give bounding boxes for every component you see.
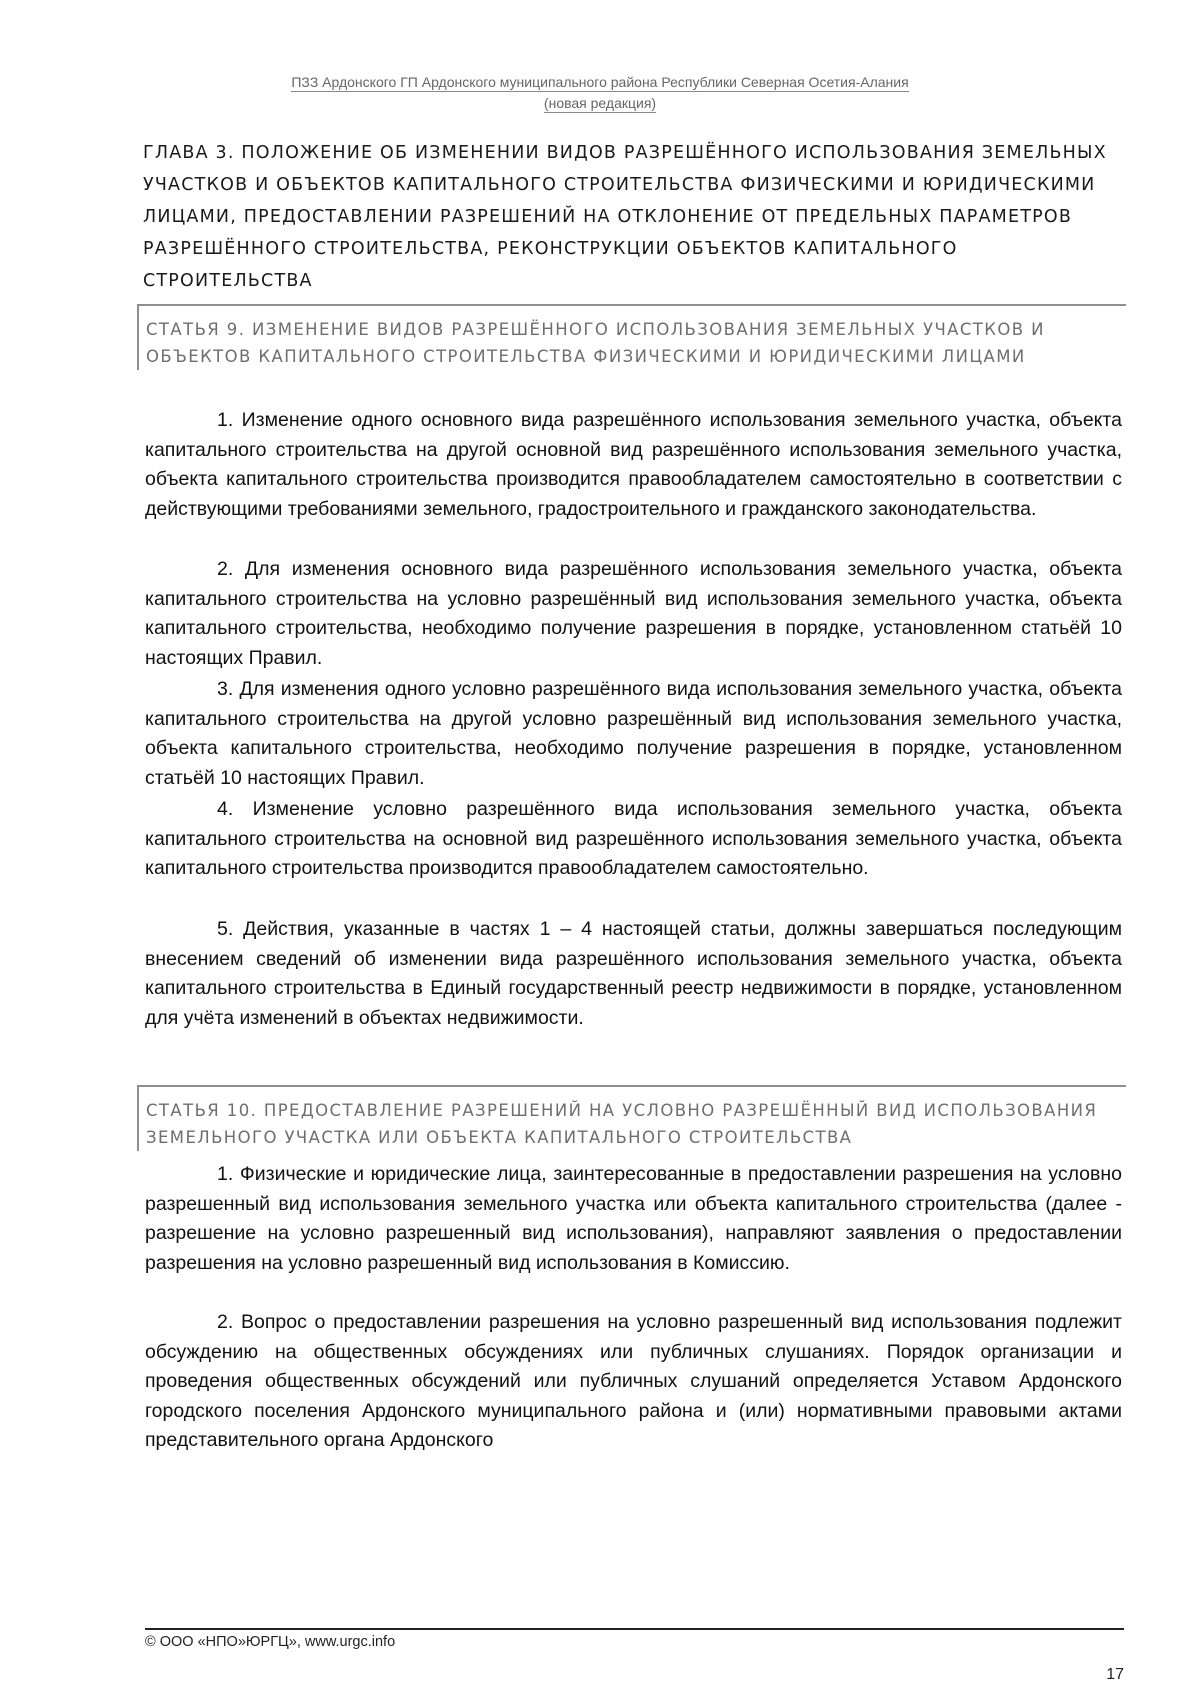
header-line-1: ПЗЗ Ардонского ГП Ардонского муниципального района Республики Северная Осетия-Алания <box>291 74 909 90</box>
article-9-paragraph-3: 3. Для изменения одного условно разрешённого вида использования земельного участка, объекта капитального строительства на другой условно разрешённый вид использования земельного участка, объекта капитального строительства, необходимо получение разрешения в порядке, установленном статьёй 10 настоящих Правил. <box>145 678 1122 789</box>
article-9-paragraph-5: 5. Действия, указанные в частях 1 – 4 настоящей статьи, должны завершаться последующим внесением сведений об изменении вида разрешённого использования земельного участка, объекта капитального строительства в Единый государственный реестр недвижимости в порядке, установленном для учёта изменений в объектах недвижимости. <box>145 918 1122 1029</box>
article-10-paragraph-2: 2. Вопрос о предоставлении разрешения на условно разрешенный вид использования подлежит обсуждению на общественных обсуждениях или публичных слушаниях. Порядок организации и проведения общественных обсуждений или публичных слушаний определяется Уставом Ардонского городского поселения Ардонского муниципального района и (или) нормативными правовыми актами представительного органа Ардонского <box>145 1311 1122 1451</box>
footer-copyright: © ООО «НПО»ЮРГЦ», www.urgc.info <box>145 1634 396 1650</box>
article-9-paragraph-4: 4. Изменение условно разрешённого вида использования земельного участка, объекта капитального строительства на основной вид разрешённого использования земельного участка, объекта капитального строительства производится правообладателем самостоятельно. <box>145 798 1122 879</box>
article-9-paragraph-1: 1. Изменение одного основного вида разрешённого использования земельного участка, объекта капитального строительства на другой основной вид разрешённого использования земельного участка, объекта капитального строительства производится правообладателем самостоятельно в соответствии с действующими требованиями земельного, градостроительного и гражданского законодательства. <box>145 409 1122 520</box>
article-9-paragraph-2: 2. Для изменения основного вида разрешённого использования земельного участка, объекта капитального строительства на условно разрешённый вид использования земельного участка, объекта капитального строительства, необходимо получение разрешения в порядке, установленном статьёй 10 настоящих Правил. <box>145 558 1122 669</box>
footer-divider <box>145 1628 1124 1630</box>
page-number: 17 <box>1106 1666 1124 1683</box>
article-9-title: СТАТЬЯ 9. ИЗМЕНЕНИЕ ВИДОВ РАЗРЕШЁННОГО ИСПОЛЬЗОВАНИЯ ЗЕМЕЛЬНЫХ УЧАСТКОВ И ОБЪЕКТОВ КАПИТАЛЬНОГО СТРОИТЕЛЬСТВА ФИЗИЧЕСКИМИ И ЮРИДИЧЕСКИМИ ЛИЦАМИ <box>137 304 1126 370</box>
header-line-2: (новая редакция) <box>543 95 657 111</box>
chapter-title: ГЛАВА 3. ПОЛОЖЕНИЕ ОБ ИЗМЕНЕНИИ ВИДОВ РАЗРЕШЁННОГО ИСПОЛЬЗОВАНИЯ ЗЕМЕЛЬНЫХ УЧАСТКОВ И ОБЪЕКТОВ КАПИТАЛЬНОГО СТРОИТЕЛЬСТВА ФИЗИЧЕСКИМИ И ЮРИДИЧЕСКИМИ ЛИЦАМИ, ПРЕДОСТАВЛЕНИИ РАЗРЕШЕНИЙ НА ОТКЛОНЕНИЕ ОТ ПРЕДЕЛЬНЫХ ПАРАМЕТРОВ РАЗРЕШЁННОГО СТРОИТЕЛЬСТВА, РЕКОНСТРУКЦИИ ОБЪЕКТОВ КАПИТАЛЬНОГО СТРОИТЕЛЬСТВА <box>143 143 1107 291</box>
running-header <box>0 72 1200 114</box>
article-10-paragraph-1: 1. Физические и юридические лица, заинтересованные в предоставлении разрешения на условно разрешенный вид использования земельного участка или объекта капитального строительства (далее - разрешение на условно разрешенный вид использования), направляют заявления о предоставлении разрешения на условно разрешенный вид использования в Комиссию. <box>145 1163 1122 1274</box>
article-10-title: СТАТЬЯ 10. ПРЕДОСТАВЛЕНИЕ РАЗРЕШЕНИЙ НА УСЛОВНО РАЗРЕШЁННЫЙ ВИД ИСПОЛЬЗОВАНИЯ ЗЕМЕЛЬНОГО УЧАСТКА ИЛИ ОБЪЕКТА КАПИТАЛЬНОГО СТРОИТЕЛЬСТВА <box>137 1085 1126 1151</box>
